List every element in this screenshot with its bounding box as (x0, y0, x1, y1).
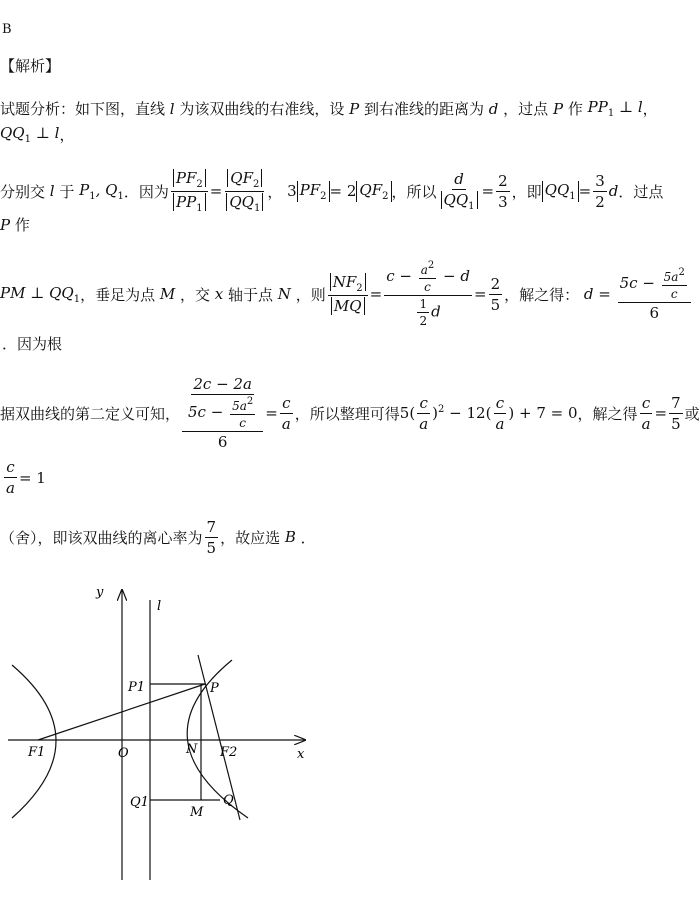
label-F1: F1 (28, 745, 46, 760)
label-x: x (297, 747, 305, 762)
label-N: N (186, 742, 198, 757)
analysis-line-3: PM ⊥ $QQ_1$ ，垂足为点 M ，交 x 轴于点 N ，则 $\frac{NF_2}{MQ}$ = c − $\frac{a^2}{c}$ − d $\frac{1}{2}$ d = $\frac{2}{5}$ ，解之得： d = 5c − $\frac{5a^2}{c}$ 6 (0, 262, 693, 326)
label-M: M (190, 805, 204, 820)
analysis-line-4b: $\frac{c}{a}$ = 1 (6, 458, 46, 497)
label-O: O (118, 746, 129, 761)
analysis-line-3b: ．因为根 (2, 335, 63, 353)
label-P1: P1 (128, 680, 146, 695)
answer-letter: B (2, 22, 12, 37)
analysis-line-2b: P 作 (0, 215, 30, 234)
label-P: P (210, 681, 219, 696)
analysis-line-1: 试题分析：如下图，直线 l 为该双曲线的右准线，设 P 到右准线的距离为 d ，过点 P 作 $PP_1$ ⊥ l ， (0, 98, 658, 119)
analysis-line-1b: $QQ_1$ ⊥ l ， (0, 124, 75, 145)
hyperbola-figure (0, 580, 630, 900)
label-y: y (96, 585, 104, 600)
analysis-line-5: （舍），即该双曲线的离心率为 $\frac{7}{5}$ ，故应选 B ． (0, 517, 316, 557)
label-F2: F2 (220, 745, 238, 760)
analysis-heading: 【解析】 (0, 57, 61, 75)
analysis-line-2: 分别交 l 于 $P_1$, $Q_1$ ．因为 $\frac{PF_2}{PP_1}$ = $\frac{QF_2}{QQ_1}$ ， 3 $PF_2$ = 2 $QF_2$ ，所以 $\frac{d}{QQ_1}$ = $\frac{2}{3}$ ，即 $QQ_1$ = $\frac{3}{2}$ d ．过点 (0, 168, 664, 214)
label-Q: Q (223, 793, 234, 808)
label-Q1: Q1 (130, 795, 149, 810)
label-l: l (157, 599, 162, 614)
analysis-line-4: 据双曲线的第二定义可知， 2c − 2a 5c − $\frac{5a^2}{c}$ 6 = $\frac{c}{a}$ ，所以整理可得 5( $\frac{c}{a}$ )$^2$ − 12( $\frac{c}{a}$ ) + 7 = 0 ，解之得 $\frac{c}{a}$ = $\frac{7}{5}$ 或 (0, 375, 700, 451)
hyperbola-left-branch (12, 665, 56, 818)
